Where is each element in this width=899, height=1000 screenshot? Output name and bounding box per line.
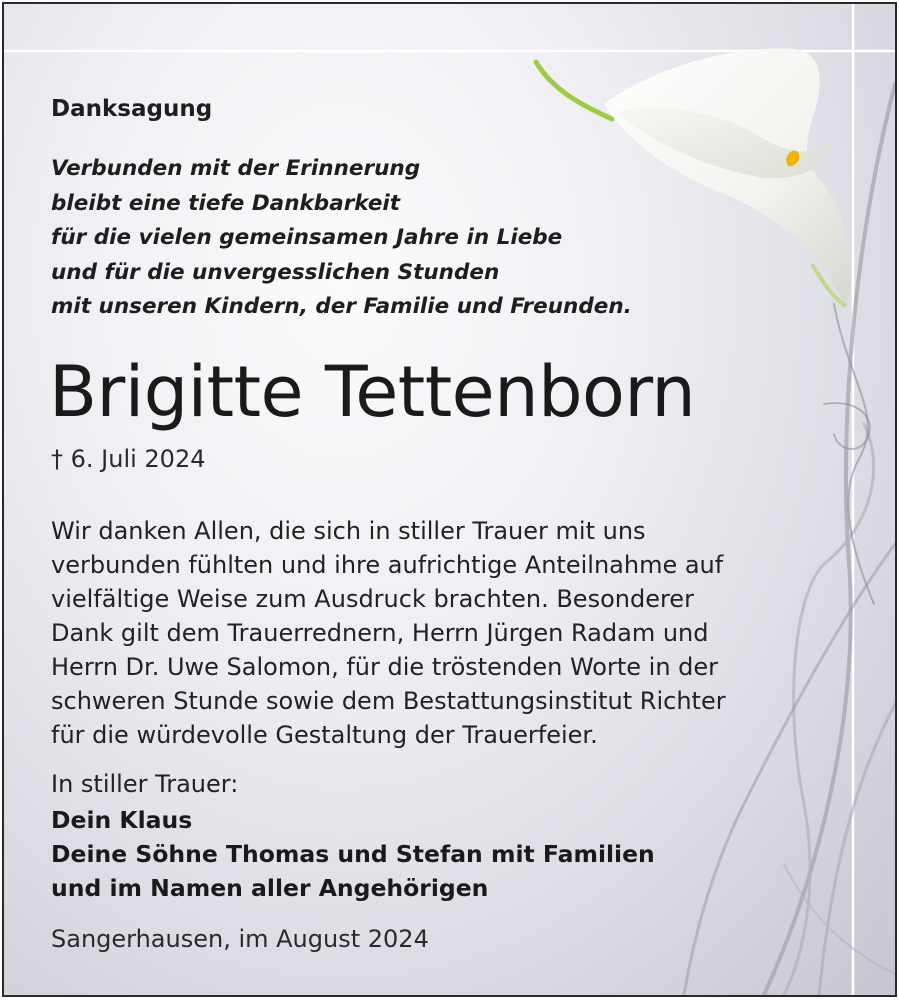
intro-line: für die vielen gemeinsamen Jahre in Liebe [51,225,563,250]
intro-line: und für die unvergesslichen Stunden [51,259,500,285]
notice-heading: Danksagung [51,96,213,122]
body-line: verbunden fühlten und ihre aufrichtige Anteilnahme auf [51,551,724,579]
obituary-card [2,2,897,997]
body-line: Wir danken Allen, die sich in stiller Trauer mit uns [51,517,646,545]
intro-line: bleibt eine tiefe Dankbarkeit [51,190,401,216]
thanks-paragraph [51,514,726,752]
intro-line: mit unseren Kindern, der Familie und Freunden. [51,294,632,319]
body-line: schweren Stunde sowie dem Bestattungsinstitut Richter [51,687,726,715]
death-date: † 6. Juli 2024 [51,445,206,473]
deceased-name: Brigitte Tettenborn [49,351,696,433]
mourners-list [51,803,655,905]
intro-verse [51,152,632,325]
body-line: Herrn Dr. Uwe Salomon, für die tröstenden Worte in der [51,653,719,681]
place-date: Sangerhausen, im August 2024 [51,925,429,953]
mourner-line: Deine Söhne Thomas und Stefan mit Familien [51,840,655,868]
mourning-label: In stiller Trauer: [51,770,239,798]
body-line: vielfältige Weise zum Ausdruck brachten. Besonderer [51,585,694,613]
intro-line: Verbunden mit der Erinnerung [51,156,421,181]
body-line: für die würdevolle Gestaltung der Trauerfeier. [51,721,598,749]
mourner-line: Dein Klaus [51,806,193,834]
mourner-line: und im Namen aller Angehörigen [51,874,489,902]
body-line: Dank gilt dem Trauerrednern, Herrn Jürgen Radam und [51,619,709,647]
